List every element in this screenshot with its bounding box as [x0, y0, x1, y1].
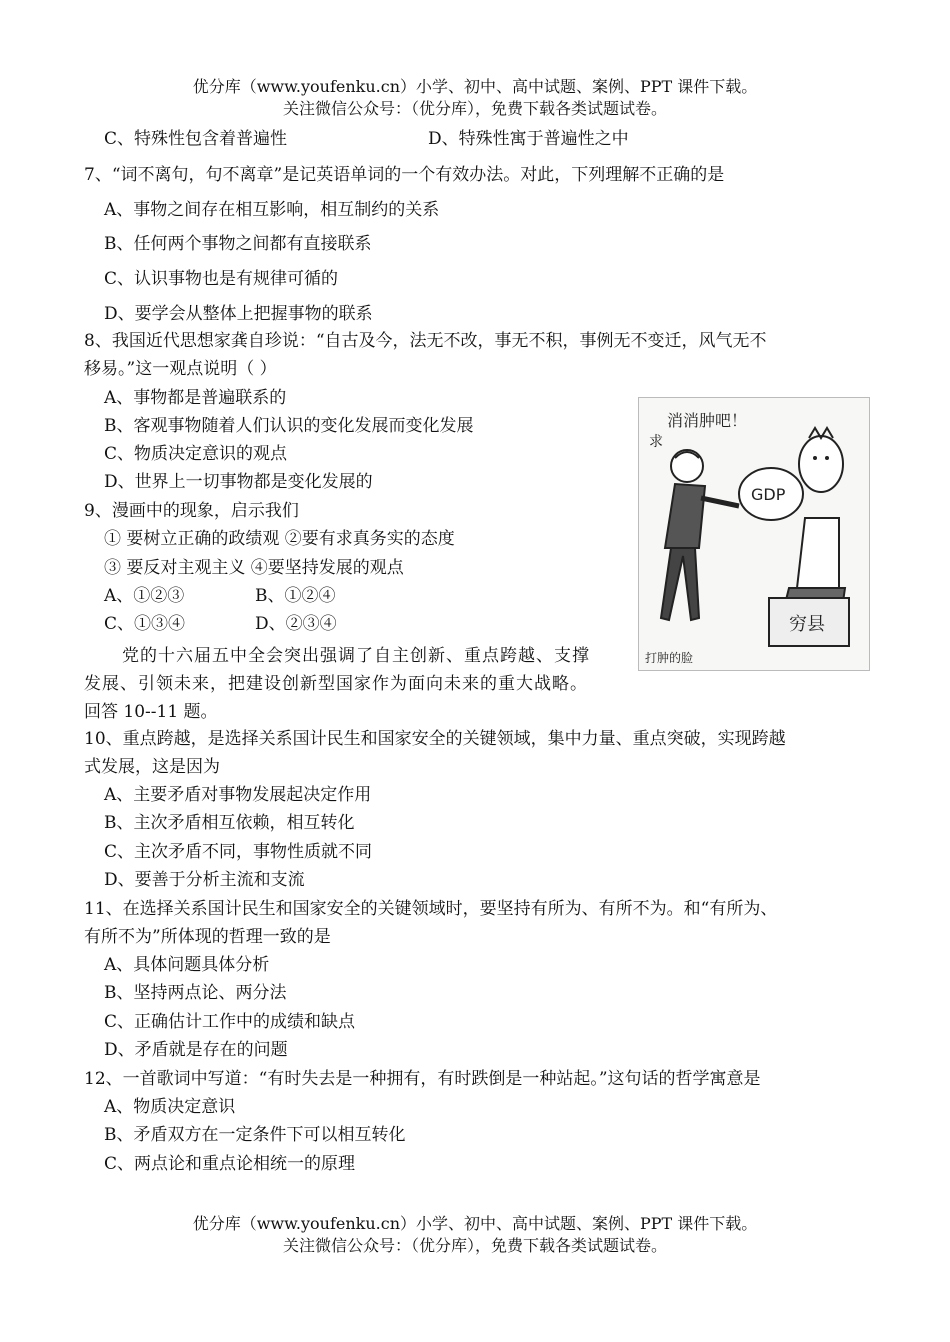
q10-option-b: B、主次矛盾相互依赖，相互转化: [104, 813, 355, 833]
q9-statements-1: ① 要树立正确的政绩观 ②要有求真务实的态度: [104, 529, 455, 549]
q11-option-a: A、具体问题具体分析: [104, 955, 270, 975]
q11-stem-1: 11、在选择关系国计民生和国家安全的关键领域时，要坚持有所为、有所不为。和“有所为、: [84, 899, 778, 919]
q10-stem-1: 10、重点跨越，是选择关系国计民生和国家安全的关键领域，集中力量、重点突破，实现跨越: [84, 729, 786, 749]
q8-stem-2: 移易。”这一观点说明（ ）: [84, 359, 277, 379]
prev-option-d: D、特殊性寓于普遍性之中: [428, 129, 629, 149]
header-line-2: 关注微信公众号：（优分库），免费下载各类试题试卷。: [282, 99, 667, 118]
header-line-1: 优分库（www.youfenku.cn）小学、初中、高中试题、案例、PPT 课件下载。: [192, 77, 758, 96]
q11-option-c: C、正确估计工作中的成绩和缺点: [104, 1012, 356, 1032]
q9-option-a: A、①②③: [104, 586, 185, 606]
passage-line-1: 党的十六届五中全会突出强调了自主创新、重点跨越、支撑: [122, 646, 590, 666]
q11-option-d: D、矛盾就是存在的问题: [104, 1040, 288, 1060]
cartoon-gdp-label: GDP: [751, 485, 786, 504]
cartoon-box-label: 穷县: [789, 614, 825, 635]
cartoon-caption: 打肿的脸: [645, 651, 694, 665]
q8-stem-1: 8、我国近代思想家龚自珍说：“自古及今，法无不改，事无不积，事例无不变迁，风气无不: [84, 331, 767, 351]
footer-line-1: 优分库（www.youfenku.cn）小学、初中、高中试题、案例、PPT 课件下载。: [192, 1214, 758, 1233]
q7-option-d: D、要学会从整体上把握事物的联系: [104, 304, 373, 324]
q8-option-b: B、客观事物随着人们认识的变化发展而变化发展: [104, 416, 474, 436]
q12-option-b: B、矛盾双方在一定条件下可以相互转化: [104, 1125, 406, 1145]
q8-option-d: D、世界上一切事物都是变化发展的: [104, 472, 373, 492]
q7-stem: 7、“词不离句，句不离章”是记英语单词的一个有效办法。对此，下列理解不正确的是: [84, 165, 725, 185]
q10-stem-2: 式发展，这是因为: [84, 757, 220, 777]
q9-option-d: D、②③④: [255, 614, 337, 634]
footer-line-2: 关注微信公众号：（优分库），免费下载各类试题试卷。: [282, 1236, 667, 1255]
prev-option-c: C、特殊性包含着普遍性: [104, 129, 288, 149]
q7-option-b: B、任何两个事物之间都有直接联系: [104, 234, 372, 254]
q8-option-a: A、事物都是普遍联系的: [104, 388, 287, 408]
q9-option-c: C、①③④: [104, 614, 186, 634]
cartoon-image: [638, 397, 870, 671]
q8-option-c: C、物质决定意识的观点: [104, 444, 288, 464]
q7-option-c: C、认识事物也是有规律可循的: [104, 269, 339, 289]
cartoon-speech-text: 消消肿吧！: [667, 411, 748, 430]
q12-option-c: C、两点论和重点论相统一的原理: [104, 1154, 356, 1174]
q9-option-b: B、①②④: [255, 586, 336, 606]
q10-option-a: A、主要矛盾对事物发展起决定作用: [104, 785, 372, 805]
q7-option-a: A、事物之间存在相互影响，相互制约的关系: [104, 200, 440, 220]
q9-statements-2: ③ 要反对主观主义 ④要坚持发展的观点: [104, 558, 404, 578]
q12-option-a: A、物质决定意识: [104, 1097, 236, 1117]
q10-option-d: D、要善于分析主流和支流: [104, 870, 305, 890]
q11-stem-2: 有所不为”所体现的哲理一致的是: [84, 927, 331, 947]
q11-option-b: B、坚持两点论、两分法: [104, 983, 287, 1003]
cartoon-side-text: 求: [649, 434, 663, 450]
cartoon-drawing: [639, 398, 869, 670]
passage-line-2: 发展、引领未来，把建设创新型国家作为面向未来的重大战略。: [84, 674, 588, 694]
q10-option-c: C、主次矛盾不同，事物性质就不同: [104, 842, 373, 862]
q9-stem: 9、漫画中的现象，启示我们: [84, 501, 299, 521]
q12-stem: 12、一首歌词中写道：“有时失去是一种拥有，有时跌倒是一种站起。”这句话的哲学寓意是: [84, 1069, 761, 1089]
passage-line-3: 回答 10--11 题。: [84, 702, 218, 722]
